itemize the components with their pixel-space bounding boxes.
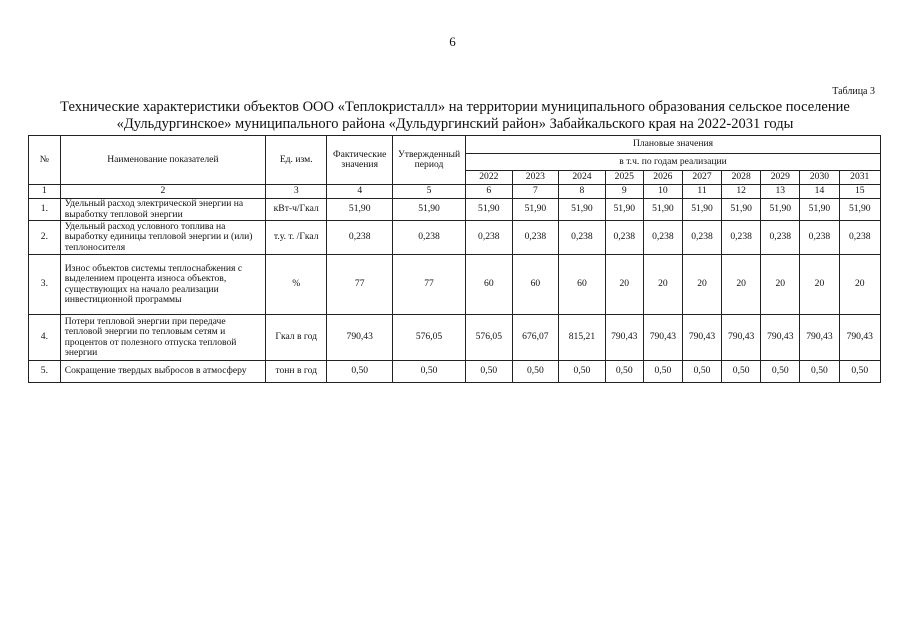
year-value-cell: 60	[559, 255, 606, 315]
column-number-cell: 9	[605, 185, 643, 199]
year-value-cell: 51,90	[682, 199, 721, 221]
table-row	[29, 255, 881, 315]
approved-value-cell: 576,05	[393, 315, 466, 361]
year-value-cell: 60	[466, 255, 513, 315]
column-number-cell: 8	[559, 185, 606, 199]
row-number-cell: 1.	[29, 199, 61, 221]
year-value-cell: 0,50	[512, 361, 559, 383]
column-number-cell: 6	[466, 185, 513, 199]
header-no: №	[29, 136, 61, 185]
column-number-cell: 15	[839, 185, 880, 199]
year-value-cell: 0,50	[682, 361, 721, 383]
column-number-cell: 1	[29, 185, 61, 199]
year-header-cell: 2025	[605, 171, 643, 185]
year-value-cell: 20	[839, 255, 880, 315]
year-value-cell: 51,90	[466, 199, 513, 221]
actual-value-cell: 790,43	[327, 315, 393, 361]
table-row	[29, 361, 881, 383]
year-value-cell: 790,43	[643, 315, 682, 361]
unit-cell: Гкал в год	[266, 315, 327, 361]
year-value-cell: 51,90	[559, 199, 606, 221]
year-header-cell: 2022	[466, 171, 513, 185]
year-header-cell: 2031	[839, 171, 880, 185]
indicator-name-cell: Удельный расход электрической энергии на выработку тепловой энергии	[60, 199, 265, 221]
year-value-cell: 20	[761, 255, 800, 315]
year-value-cell: 51,90	[839, 199, 880, 221]
indicator-name-cell: Удельный расход условного топлива на выработку единицы тепловой энергии и (или) теплоносителя	[60, 221, 265, 255]
actual-value-cell: 0,50	[327, 361, 393, 383]
year-value-cell: 0,50	[722, 361, 761, 383]
header-by-years: в т.ч. по годам реализации	[466, 154, 881, 171]
year-value-cell: 0,238	[643, 221, 682, 255]
year-value-cell: 51,90	[605, 199, 643, 221]
year-value-cell: 20	[682, 255, 721, 315]
year-value-cell: 790,43	[682, 315, 721, 361]
year-value-cell: 0,50	[466, 361, 513, 383]
table-row	[29, 315, 881, 361]
column-number-cell: 7	[512, 185, 559, 199]
year-header-cell: 2028	[722, 171, 761, 185]
characteristics-table	[28, 135, 881, 383]
header-actual: Фактические значения	[327, 136, 393, 185]
column-number-cell: 11	[682, 185, 721, 199]
indicator-name-cell: Потери тепловой энергии при передаче тепловой энергии по тепловым сетям и процентов от полезного отпуска тепловой энергии	[60, 315, 265, 361]
year-value-cell: 790,43	[761, 315, 800, 361]
year-value-cell: 0,50	[605, 361, 643, 383]
actual-value-cell: 77	[327, 255, 393, 315]
year-header-cell: 2024	[559, 171, 606, 185]
column-number-cell: 3	[266, 185, 327, 199]
year-value-cell: 0,238	[559, 221, 606, 255]
column-number-cell: 13	[761, 185, 800, 199]
column-number-cell: 12	[722, 185, 761, 199]
title-line-2: «Дульдургинское» муниципального района «Дульдургинский район» Забайкальского края на 2022-2031 годы	[116, 116, 794, 132]
title-line-1: Технические характеристики объектов ООО «Теплокристалл» на территории муниципального образования сельское поселение	[60, 99, 850, 115]
year-value-cell: 0,50	[800, 361, 839, 383]
year-value-cell: 51,90	[512, 199, 559, 221]
year-value-cell: 0,238	[800, 221, 839, 255]
unit-cell: %	[266, 255, 327, 315]
row-number-cell: 4.	[29, 315, 61, 361]
column-numbers-row	[29, 185, 881, 199]
year-value-cell: 0,50	[559, 361, 606, 383]
row-number-cell: 2.	[29, 221, 61, 255]
table-row	[29, 221, 881, 255]
unit-cell: кВт-ч/Гкал	[266, 199, 327, 221]
year-value-cell: 676,07	[512, 315, 559, 361]
unit-cell: т.у. т. /Гкал	[266, 221, 327, 255]
year-header-cell: 2026	[643, 171, 682, 185]
column-number-cell: 5	[393, 185, 466, 199]
year-value-cell: 790,43	[605, 315, 643, 361]
row-number-cell: 5.	[29, 361, 61, 383]
year-value-cell: 20	[800, 255, 839, 315]
year-value-cell: 0,238	[466, 221, 513, 255]
unit-cell: тонн в год	[266, 361, 327, 383]
column-number-cell: 10	[643, 185, 682, 199]
year-header-cell: 2027	[682, 171, 721, 185]
year-header-cell: 2029	[761, 171, 800, 185]
column-number-cell: 2	[60, 185, 265, 199]
year-value-cell: 790,43	[839, 315, 880, 361]
approved-value-cell: 0,50	[393, 361, 466, 383]
year-value-cell: 0,238	[839, 221, 880, 255]
column-number-cell: 14	[800, 185, 839, 199]
year-value-cell: 0,238	[605, 221, 643, 255]
page-number: 6	[449, 34, 456, 49]
year-value-cell: 0,50	[839, 361, 880, 383]
header-name: Наименование показателей	[60, 136, 265, 185]
year-value-cell: 51,90	[761, 199, 800, 221]
year-value-cell: 20	[605, 255, 643, 315]
header-approved: Утвержденный период	[393, 136, 466, 185]
approved-value-cell: 77	[393, 255, 466, 315]
year-value-cell: 51,90	[643, 199, 682, 221]
indicator-name-cell: Сокращение твердых выбросов в атмосферу	[60, 361, 265, 383]
row-number-cell: 3.	[29, 255, 61, 315]
year-value-cell: 0,238	[682, 221, 721, 255]
year-value-cell: 0,238	[512, 221, 559, 255]
header-planned: Плановые значения	[466, 136, 881, 154]
year-value-cell: 0,50	[643, 361, 682, 383]
column-number-cell: 4	[327, 185, 393, 199]
year-value-cell: 51,90	[722, 199, 761, 221]
year-header-cell: 2030	[800, 171, 839, 185]
approved-value-cell: 0,238	[393, 221, 466, 255]
year-value-cell: 815,21	[559, 315, 606, 361]
document-title	[20, 99, 890, 133]
year-value-cell: 0,50	[761, 361, 800, 383]
year-value-cell: 51,90	[800, 199, 839, 221]
year-value-cell: 60	[512, 255, 559, 315]
year-value-cell: 0,238	[722, 221, 761, 255]
year-header-cell: 2023	[512, 171, 559, 185]
indicator-name-cell: Износ объектов системы теплоснабжения с выделением процента износа объектов, существующих на начало реализации инвестиционной программы	[60, 255, 265, 315]
year-value-cell: 20	[643, 255, 682, 315]
table-label: Таблица 3	[832, 86, 875, 97]
year-value-cell: 20	[722, 255, 761, 315]
year-value-cell: 0,238	[761, 221, 800, 255]
actual-value-cell: 0,238	[327, 221, 393, 255]
actual-value-cell: 51,90	[327, 199, 393, 221]
table-row	[29, 199, 881, 221]
header-unit: Ед. изм.	[266, 136, 327, 185]
approved-value-cell: 51,90	[393, 199, 466, 221]
year-value-cell: 576,05	[466, 315, 513, 361]
year-value-cell: 790,43	[722, 315, 761, 361]
year-value-cell: 790,43	[800, 315, 839, 361]
